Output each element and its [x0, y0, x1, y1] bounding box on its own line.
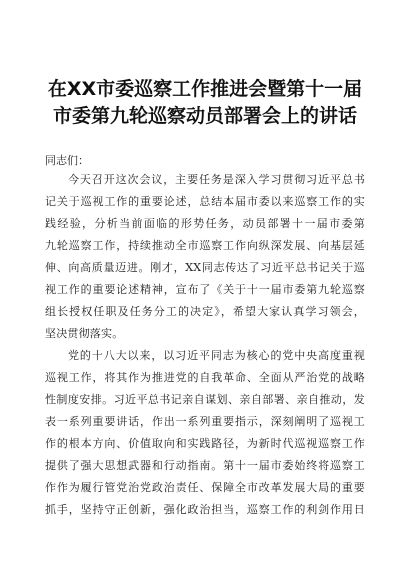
paragraph-2-line: 性制度安排。习近平总书记亲自谋划、亲自部署、亲自推动，发 [45, 393, 365, 406]
paragraph-2-line: 党的十八大以来，以习近平同志为核心的党中央高度重视 [68, 349, 365, 362]
paragraph-2-line: 巡视工作，将其作为推进党的自我革命、全面从严治党的战略 [45, 371, 365, 384]
paragraph-1-line: 记关于巡视工作的重要论述，总结本届市委以来巡察工作的实 [45, 195, 365, 208]
document-title-line-2: 市委第九轮巡察动员部署会上的讲话 [52, 105, 357, 127]
paragraph-1-line: 伸、向高质量迈进。刚才，XX同志传达了习近平总书记关于巡 [45, 261, 365, 274]
salutation: 同志们： [45, 154, 89, 167]
paragraph-2-line: 作作为履行管党治党政治责任、保障全市改革发展大局的重要 [45, 481, 365, 494]
paragraph-1-line: 坚决贯彻落实。 [45, 327, 124, 340]
paragraph-2-line: 作的根本方向、价值取向和实践路径，为新时代巡视巡察工作 [45, 437, 365, 450]
paragraph-1-line: 组长授权任职及任务分工的决定》，希望大家认真学习领会， [45, 305, 365, 318]
paragraph-2-line: 抓手，坚持守正创新，强化政治担当，巡察工作的利剑作用日 [45, 503, 365, 516]
paragraph-2-line: 提供了强大思想武器和行动指南。第十一届市委始终将巡察工 [45, 459, 365, 472]
document-title-line-1: 在XX市委巡察工作推进会暨第十一届 [47, 78, 363, 100]
paragraph-1-line: 九轮巡察工作，持续推动全市巡察工作向纵深发展、向基层延 [45, 239, 365, 252]
paragraph-1-line: 视工作的重要论述精神，宣布了《关于十一届市委第九轮巡察 [45, 283, 365, 296]
paragraph-2-line: 表一系列重要讲话，作出一系列重要指示，深刻阐明了巡视工 [45, 415, 365, 428]
paragraph-1-line: 今天召开这次会议，主要任务是深入学习贯彻习近平总书 [68, 173, 365, 186]
paragraph-1-line: 践经验，分析当前面临的形势任务，动员部署十一届市委第 [45, 217, 365, 230]
